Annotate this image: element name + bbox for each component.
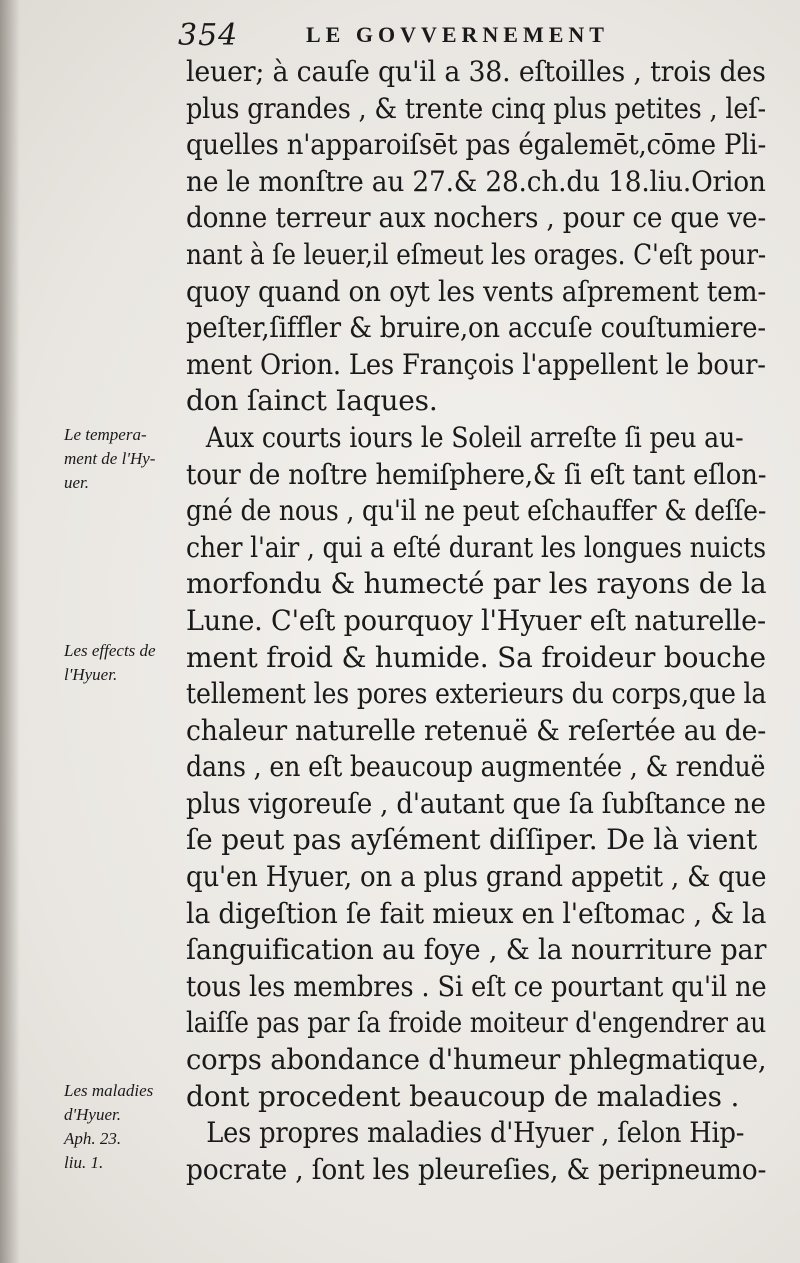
text-line: quoy quand on oyt les vents aſprement tem-: [186, 274, 767, 308]
margin-note-line: d'Hyuer.: [64, 1105, 121, 1124]
body-text: [186, 54, 766, 1188]
text-line: corps abondance d'humeur phlegmatique,: [186, 1043, 767, 1077]
text-line: ſanguification au foye , & la nourriture par: [186, 933, 767, 967]
text-line: cher l'air , qui a eſté durant les longues nuicts: [186, 530, 766, 564]
text-line: ment Orion. Les François l'appellent le bour-: [186, 347, 766, 381]
text-line: don ſainct Iaques.: [186, 384, 438, 418]
text-line: ne le monſtre au 27.& 28.ch.du 18.liu.Orion: [186, 164, 766, 198]
text-line: Aux courts iours le Soleil arreſte ſi peu au-: [205, 420, 744, 454]
text-line: pocrate , ſont les pleureſies, & peripneumo-: [186, 1152, 767, 1186]
margin-note-line: Aph. 23.: [64, 1129, 122, 1148]
text-line: donne terreur aux nochers , pour ce que ve-: [186, 201, 767, 235]
text-line: tous les membres . Si eſt ce pourtant qu'il ne: [186, 969, 767, 1003]
margin-note-line: ment de l'Hy-: [64, 449, 156, 468]
text-line: ment froid & humide. Sa froideur bouche: [186, 640, 766, 674]
margin-note-line: Les maladies: [64, 1081, 154, 1100]
margin-note-line: uer.: [64, 473, 90, 492]
text-line: Lune. C'eſt pourquoy l'Hyuer eſt naturelle-: [186, 603, 766, 637]
margin-note-line: liu. 1.: [64, 1153, 104, 1172]
margin-note-line: Le tempera-: [64, 425, 147, 444]
text-line: plus vigoreuſe , d'autant que ſa ſubſtance ne: [186, 786, 766, 820]
text-line: dont procedent beaucoup de maladies .: [186, 1079, 740, 1113]
text-line: chaleur naturelle retenuë & reſertée au de-: [186, 713, 767, 747]
text-line: peſter,ſiffler & bruire,on accuſe couſtumiere-: [186, 311, 766, 345]
text-line: qu'en Hyuer, on a plus grand appetit , & que: [186, 860, 767, 894]
page-header: [178, 14, 778, 54]
text-line: leuer; à cauſe qu'il a 38. eſtoilles , trois des: [186, 55, 766, 88]
margin-note-line: l'Hyuer.: [64, 665, 118, 684]
text-line: tour de noſtre hemiſphere,& ſi eſt tant eſlon-: [186, 457, 767, 491]
text-line: gné de nous , qu'il ne peut eſchauffer & deſſe-: [186, 494, 767, 528]
running-head: LE GOVVERNEMENT: [306, 22, 609, 47]
text-line: plus grandes , & trente cinq plus petites , leſ-: [186, 91, 766, 125]
text-line: nant à ſe leuer,il eſmeut les orages. C'eſt pour-: [186, 237, 767, 271]
margin-note-temperament: [64, 423, 184, 495]
margin-note-effects: [64, 639, 184, 687]
text-line: ſe peut pas ayſément diſſiper. De là vient: [186, 823, 758, 857]
text-line: laiſſe pas par ſa froide moiteur d'engendrer au: [186, 1006, 767, 1040]
margin-note-maladies: [64, 1079, 184, 1175]
margin-note-line: Les effects de: [64, 641, 156, 660]
gutter-shadow: [0, 0, 20, 1263]
text-line: morfondu & humecté par les rayons de la: [186, 567, 767, 601]
text-line: quelles n'apparoiſsēt pas égalemēt,cōme Pli-: [186, 128, 767, 162]
text-line: tellement les pores exterieurs du corps,que la: [186, 677, 767, 711]
page-number: 354: [178, 18, 239, 53]
text-line: la digeſtion ſe fait mieux en l'eſtomac , & la: [186, 896, 767, 930]
text-line: dans , en eſt beaucoup augmentée , & renduë: [186, 750, 766, 784]
text-line: Les propres maladies d'Hyuer , ſelon Hip-: [206, 1116, 745, 1150]
